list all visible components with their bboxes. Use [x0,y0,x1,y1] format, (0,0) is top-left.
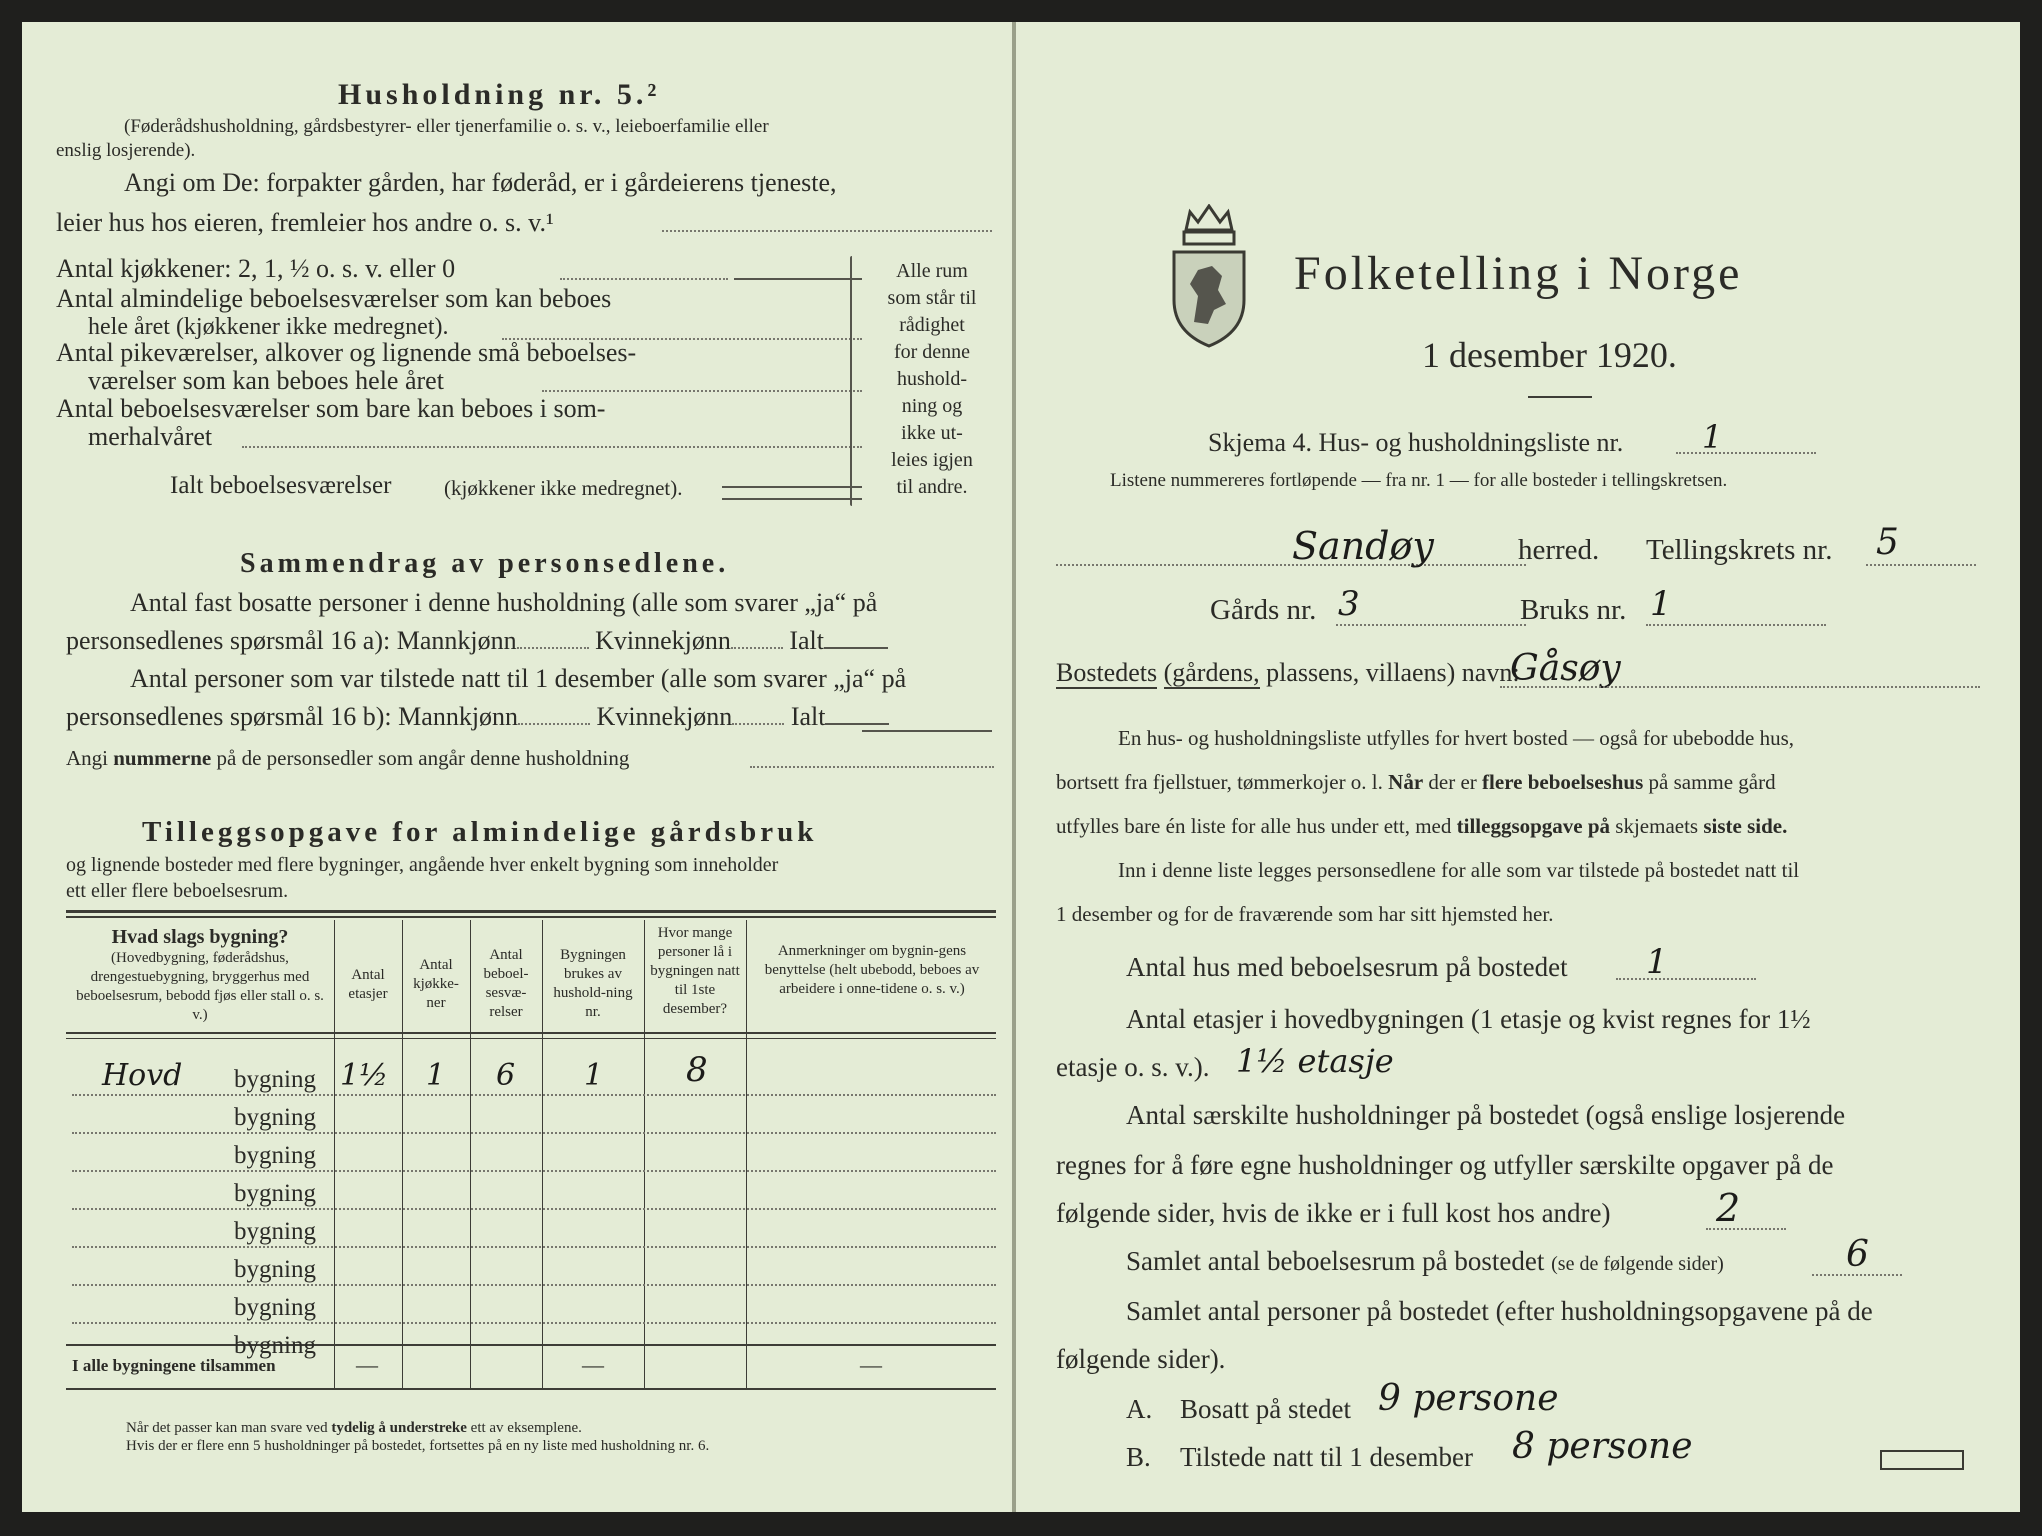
row5-line [72,1246,996,1248]
footnote-1: Når det passer kan man svare ved tydelig å understreke ett av eksemplene. [126,1420,582,1436]
herred-value: Sandøy [1292,524,1434,568]
info-line2: bortsett fra fjellstuer, tømmerkojer o. l. Når der er flere beboelseshus på samme gård [1056,770,1776,794]
a-value: 9 persone [1378,1378,1559,1419]
row2-line [72,1132,996,1134]
sammendrag-ialt-underline [862,730,992,732]
b-text: Tilstede natt til 1 desember [1180,1442,1473,1472]
sammendrag-line4: personsedlenes spørsmål 16 b): Mannkjønn Kvinnekjønn Ialt [66,702,889,732]
row7-line [72,1322,996,1324]
alm-label-1: Antal almindelige beboelsesværelser som kan beboes [56,284,612,313]
sarskilte-line3: følgende sider, hvis de ikke er i full kost hos andre) [1056,1198,1611,1228]
col-header-kjokkener: Antal kjøkke-ner [413,957,459,1011]
row1-line [72,1094,996,1096]
printer-stamp [1880,1450,1964,1470]
kjokkener-answer-line [734,278,862,280]
ialt-answer-line [722,498,862,500]
sarskilte-line2: regnes for å føre egne husholdninger og utfyller særskilte opgaver på de [1056,1150,1834,1180]
col-header-husholdning: Bygningen brukes av hushold-ning nr. [553,947,633,1020]
right-page [1016,22,2020,1512]
title-divider [1528,396,1592,398]
total-label: I alle bygningene tilsammen [72,1356,276,1375]
table-bottom-rule [66,1388,996,1390]
kjokkener-dots [560,278,728,280]
pike-label-2: værelser som kan beboes hele året [88,366,444,395]
row1-husholdning: 1 [584,1058,604,1093]
angi-nummerne-line [750,766,994,768]
gards-line [1336,624,1526,626]
herred-line [1056,564,1526,566]
row1-kjokkener: 1 [426,1058,446,1093]
b-value: 8 persone [1512,1426,1693,1467]
a-label: A. [1126,1394,1153,1424]
hus-label: Antal hus med beboelsesrum på bostedet [1126,952,1568,982]
som-label-2: merhalvåret [88,422,213,451]
footnote-2: Hvis der er flere enn 5 husholdninger på bostedet, fortsettes på en ny liste med husholdning nr. 6. [126,1438,710,1454]
tillegg-line1: og lignende bosteder med flere bygninger, angående hver enkelt bygning som inneholder [66,854,779,876]
col-header-personer: Hvor mange personer lå i bygningen natt til 1ste desember? [650,925,740,1017]
left-page [22,22,1012,1512]
row4-bygning: bygning [234,1180,316,1207]
som-label-1: Antal beboelsesværelser som bare kan beboes i som- [56,394,606,423]
samlet-pers-line2: følgende sider). [1056,1344,1226,1374]
husholdning-note-line1: (Føderådshusholdning, gårdsbestyrer- eller tjenerfamilie o. s. v., leieboerfamilie eller [124,116,769,137]
angi-answer-line [662,230,992,232]
sarskilte-line [1706,1228,1786,1230]
tillegg-line2: ett eller flere beboelsesrum. [66,880,289,902]
sarskilte-value: 2 [1716,1186,1741,1230]
row7-bygning: bygning [234,1294,316,1321]
tillegg-title: Tilleggsopgave for almindelige gårdsbruk [142,816,818,848]
main-title: Folketelling i Norge [1294,247,1743,300]
table-top-rule [66,910,996,913]
bruks-value: 1 [1650,584,1672,624]
total-dash-etasjer: — [356,1352,378,1377]
sammendrag-line2: personsedlenes spørsmål 16 a): Mannkjønn Kvinnekjønn Ialt [66,626,888,656]
pike-label-1: Antal pikeværelser, alkover og lignende små beboelses- [56,338,637,367]
col-divider-6 [746,920,747,1390]
table-header-rule-2 [66,1038,996,1039]
row6-bygning: bygning [234,1256,316,1283]
row2-bygning: bygning [234,1104,316,1131]
info-line4: Inn i denne liste legges personsedlene for alle som var tilstede på bostedet natt til [1118,858,1800,882]
som-answer-line [242,446,862,448]
pike-answer-line [542,390,862,392]
info-line5: 1 desember og for de fraværende som har sitt hjemsted her. [1056,902,1554,926]
kjokkener-label: Antal kjøkkener: 2, 1, ½ o. s. v. eller 0 [56,254,456,283]
row6-line [72,1284,996,1286]
row1-personer: 8 [686,1050,708,1090]
row1-etasjer: 1½ [340,1058,389,1093]
col-divider-2 [402,920,403,1390]
row1-bygning: bygning [234,1066,316,1093]
angi-line1: Angi om De: forpakter gården, har føderåd, er i gårdeierens tjeneste, [124,168,837,197]
etasjer-line1: Antal etasjer i hovedbygningen (1 etasje og kvist regnes for 1½ [1126,1004,1811,1034]
gards-value: 3 [1338,584,1360,624]
angi-nummerne: Angi nummerne på de personsedler som angår denne husholdning [66,746,630,770]
rooms-bracket [850,256,854,506]
row5-bygning: bygning [234,1218,316,1245]
col-divider-5 [644,920,645,1390]
hus-value: 1 [1646,942,1668,982]
total-dash-husholdning: — [582,1352,604,1377]
row8-bygning: bygning [234,1332,316,1359]
bosted-value: Gåsøy [1510,648,1621,689]
row3-line [72,1170,996,1172]
husholdning-note-line2: enslig losjerende). [56,140,196,161]
col-divider-4 [542,920,543,1390]
ialt-label-1: Ialt beboelsesværelser [170,472,392,499]
ialt-label-2: (kjøkkener ikke medregnet). [444,476,683,500]
samlet-rum-line [1812,1274,1902,1276]
bracket-note: Alle rum som står til rådighet for denne hushold- ning og ikke ut- leies igjen til andre. [887,260,977,498]
sammendrag-line1: Antal fast bosatte personer i denne husholdning (alle som svarer „ja“ på [130,588,878,617]
hus-line [1616,978,1756,980]
col-header-etasjer: Antal etasjer [348,967,388,1002]
row1-vaerelser: 6 [496,1058,516,1093]
table-body-rule [66,1344,996,1346]
gards-label: Gårds nr. [1210,594,1317,626]
table-header-rule [66,1032,996,1034]
skjema-nr: 1 [1702,418,1723,456]
husholdning-title: Husholdning nr. 5.² [338,78,661,111]
coat-of-arms-icon [1168,204,1250,355]
col-header-anmerkninger: Anmerkninger om bygnin-gens benyttelse (helt ubebodd, beboes av arbeidere i onne-tidene o. s. v.) [764,943,980,997]
samlet-rum: Samlet antal beboelsesrum på bostedet (se de følgende sider) [1126,1246,1724,1276]
b-label: B. [1126,1442,1151,1472]
table-top-rule-2 [66,916,996,918]
etasjer-line2: etasje o. s. v.). [1056,1052,1210,1082]
samlet-pers-line1: Samlet antal personer på bostedet (efter husholdningsopgavene på de [1126,1296,1873,1326]
tellingskrets-line [1866,564,1976,566]
samlet-rum-value: 6 [1846,1234,1869,1275]
skjema-label: Skjema 4. Hus- og husholdningsliste nr. [1208,428,1624,457]
skjema-nr-line [1676,452,1816,454]
info-line3: utfylles bare én liste for alle hus under ett, med tilleggsopgave på skjemaets siste side. [1056,814,1788,838]
census-date: 1 desember 1920. [1422,335,1677,375]
info-line1: En hus- og husholdningsliste utfylles for hvert bosted — også for ubebodde hus, [1118,726,1794,750]
etasjer-value: 1½ etasje [1236,1042,1394,1080]
col-divider-3 [470,920,471,1390]
tellingskrets-label: Tellingskrets nr. [1646,534,1833,566]
bruks-line [1646,624,1826,626]
total-dash-anmerkninger: — [860,1352,882,1377]
subtotal-line [722,486,862,488]
listene-note: Listene nummereres fortløpende — fra nr. 1 — for alle bosteder i tellingskretsen. [1110,470,1728,491]
row3-bygning: bygning [234,1142,316,1169]
row1-type: Hovd [102,1058,183,1093]
bosted-label: Bostedets (gårdens, plassens, villaens) navn: [1056,658,1520,687]
herred-label: herred. [1518,534,1600,566]
sarskilte-line1: Antal særskilte husholdninger på bostedet (også enslige losjerende [1126,1100,1846,1130]
tellingskrets-value: 5 [1876,522,1899,563]
a-text: Bosatt på stedet [1180,1394,1351,1424]
alm-label-2: hele året (kjøkkener ikke medregnet). [88,314,449,340]
row4-line [72,1208,996,1210]
col-header-bygning: Hvad slags bygning? (Hovedbygning, føderådshus, drengestuebygning, bryggerhus med beboelsesrum, bebodd fjøs eller stall o. s. v.) [76,926,324,1023]
col-divider-1 [334,920,335,1390]
col-header-vaerelser: Antal beboel-sesvæ-relser [483,947,529,1020]
sammendrag-title: Sammendrag av personsedlene. [240,548,730,579]
angi-line2: leier hus hos eieren, fremleier hos andre o. s. v.¹ [56,208,554,237]
sammendrag-line3: Antal personer som var tilstede natt til 1 desember (alle som svarer „ja“ på [130,664,907,693]
bruks-label: Bruks nr. [1520,594,1627,626]
bosted-line [1500,686,1980,688]
